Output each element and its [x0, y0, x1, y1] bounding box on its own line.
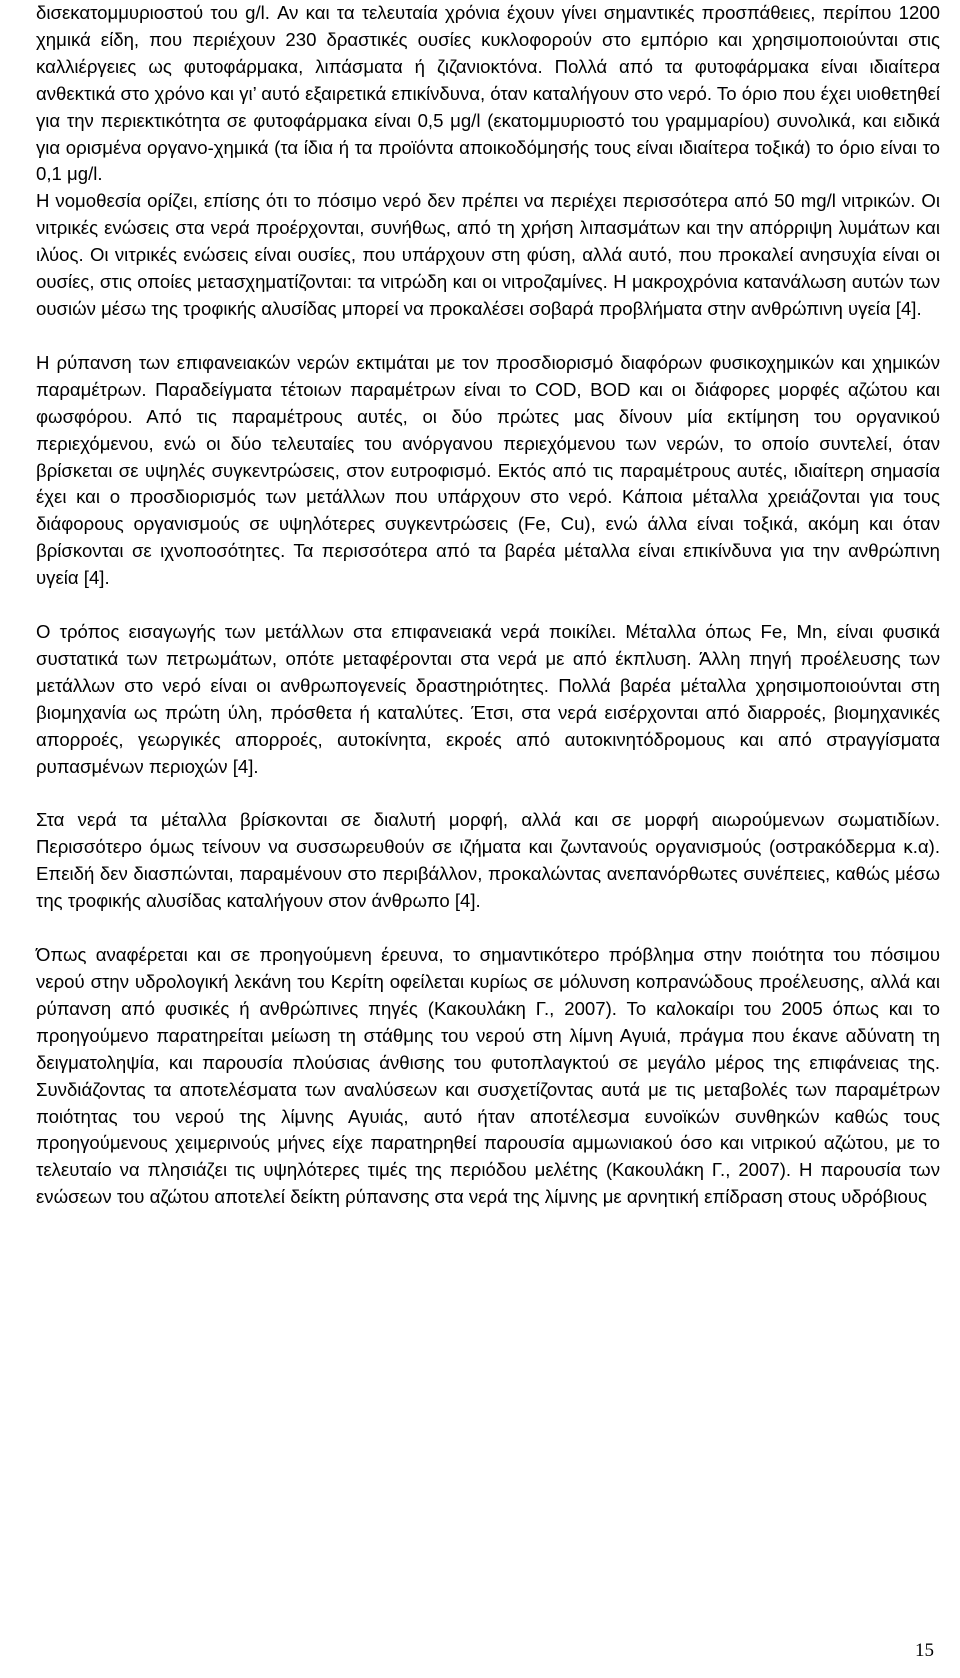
- paragraph-surface-water-pollution: Η ρύπανση των επιφανειακών νερών εκτιμάται με τον προσδιορισμό διαφόρων φυσικοχημικών και χημικών παραμέτρων. Παραδείγματα τέτοιων παραμέτρων είναι το COD, BOD και οι διάφορες μορφές αζώτου και φωσφόρου. Από τις παραμέτρους αυτές, οι δύο πρώτες μας δίνουν μία εκτίμηση του οργανικού περιεχόμενου, ενώ οι δύο τελευταίες του ανόργανου περιεχόμενου των νερών, το οποίο συντελεί, όταν βρίσκεται σε υψηλές συγκεντρώσεις, στον ευτροφισμό. Εκτός από τις παραμέτρους αυτές, ιδιαίτερη σημασία έχει και ο προσδιορισμός των μετάλλων που υπάρχουν στο νερό. Κάποια μέταλλα χρειάζονται για τους διάφορους οργανισμούς σε υψηλότερες συγκεντρώσεις (Fe, Cu), ενώ άλλα είναι τοξικά, ακόμη και όταν βρίσκονται σε ιχνοποσότητες. Τα περισσότερα από τα βαρέα μέταλλα είναι επικίνδυνα για την ανθρώπινη υγεία [4].: [36, 351, 940, 589]
- paragraph-keritis-basin: Όπως αναφέρεται και σε προηγούμενη έρευνα, το σημαντικότερο πρόβλημα στην ποιότητα του πόσιμου νερού στην υδρολογική λεκάνη του Κερίτη οφείλεται κυρίως σε μόλυνση κοπρανώδους προέλευσης, αλλά και ρύπανση από φυσικές ή ανθρώπινες πηγές (Κακουλάκη Γ., 2007). Το καλοκαίρι του 2005 όπως και το προηγούμενο παρατηρείται μείωση τη στάθμης του νερού στη λίμνη Αγυιά, πράγμα που έκανε αδύνατη τη δειγματοληψία, και παρουσία πλούσιας άνθισης του φυτοπλαγκτού σε μεγάλο μέρος της επιφάνειας της. Συνδιάζοντας τα αποτελέσματα των αναλύσεων και συσχετίζοντας αυτά με τις μεταβολές των παραμέτρων ποιότητας του νερού της λίμνης Αγυιάς, αυτό ήταν αποτέλεσμα ευνοϊκών συνθηκών καθώς τους προηγούμενους χειμερινούς μήνες είχε παρατηρηθεί παρουσία αμμωνιακού όσο και νιτρικού αζώτου, με το τελευταίο να πλησιάζει τις υψηλότερες τιμές της περιόδου μελέτης (Κακουλάκη Γ., 2007). Η παρουσία των ενώσεων του αζώτου αποτελεί δείκτη ρύπανσης στα νερά της λίμνης με αρνητική επίδραση στους υδρόβιους: [36, 944, 940, 1208]
- page-number: 15: [915, 1640, 934, 1661]
- document-body: [36, 0, 940, 1211]
- paragraph-metal-forms: Στα νερά τα μέταλλα βρίσκονται σε διαλυτή μορφή, αλλά και σε μορφή αιωρούμενων σωματιδίων. Περισσότερο όμως τείνουν να συσσωρευθούν σε ιζήματα και ζωντανούς οργανισμούς (οστρακόδερμα κ.α). Επειδή δεν διασπώνται, παραμένουν στο περιβάλλον, προκαλώντας ανεπανόρθωτες συνέπειες, καθώς μέσω της τροφικής αλυσίδας καταλήγουν στον άνθρωπο [4].: [36, 809, 940, 912]
- paragraph-pesticides: δισεκατομμυριοστού του g/l. Αν και τα τελευταία χρόνια έχουν γίνει σημαντικές προσπάθειες, περίπου 1200 χημικά είδη, που περιέχουν 230 δραστικές ουσίες κυκλοφορούν στο εμπόριο και χρησιμοποιούνται στις καλλιέργειες ως φυτοφάρμακα, λιπάσματα ή ζιζανιοκτόνα. Πολλά από τα φυτοφάρμακα είναι ιδιαίτερα ανθεκτικά στο χρόνο και γι’ αυτό εξαιρετικά επικίνδυνα, όταν καταλήγουν στο νερό. Το όριο που έχει υιοθετηθεί για την περιεκτικότητα σε φυτοφάρμακα είναι 0,5 μg/l (εκατομμυριοστό του γραμμαρίου) συνολικά, και ειδικά για ορισμένα οργανο-χημικά (τα ίδια ή τα προϊόντα αποικοδόμησής τους είναι ιδιαίτερα τοξικά) το όριο είναι το 0,1 μg/l.: [36, 2, 940, 185]
- paragraph-metal-sources: Ο τρόπος εισαγωγής των μετάλλων στα επιφανειακά νερά ποικίλει. Μέταλλα όπως Fe, Mn, είναι φυσικά συστατικά των πετρωμάτων, οπότε μεταφέρονται στα νερά με από έκπλυση. Άλλη πηγή προέλευσης των μετάλλων στο νερό είναι οι ανθρωπογενείς δραστηριότητες. Πολλά βαρέα μέταλλα χρησιμοποιούνται στη βιομηχανία ως πρώτη ύλη, πρόσθετα ή καταλύτες. Έτσι, στα νερά εισέρχονται από διαρροές, βιομηχανικές απορροές, γεωργικές απορροές, αυτοκίνητα, εκροές από αυτοκινητόδρομους και από στραγγίσματα ρυπασμένων περιοχών [4].: [36, 621, 940, 777]
- paragraph-nitrates: Η νομοθεσία ορίζει, επίσης ότι το πόσιμο νερό δεν πρέπει να περιέχει περισσότερα από 50 mg/l νιτρικών. Οι νιτρικές ενώσεις στα νερά προέρχονται, συνήθως, από τη χρήση λιπασμάτων και την απόρριψη λυμάτων και ιλύος. Οι νιτρικές ενώσεις είναι ουσίες, που υπάρχουν στη φύση, αλλά αυτό, που προκαλεί ανησυχία είναι οι ουσίες, στις οποίες μετασχηματίζονται: τα νιτρώδη και οι νιτροζαμίνες. Η μακροχρόνια κατανάλωση αυτών των ουσιών μέσω της τροφικής αλυσίδας μπορεί να προκαλέσει σοβαρά προβλήματα στην ανθρώπινη υγεία [4].: [36, 190, 940, 319]
